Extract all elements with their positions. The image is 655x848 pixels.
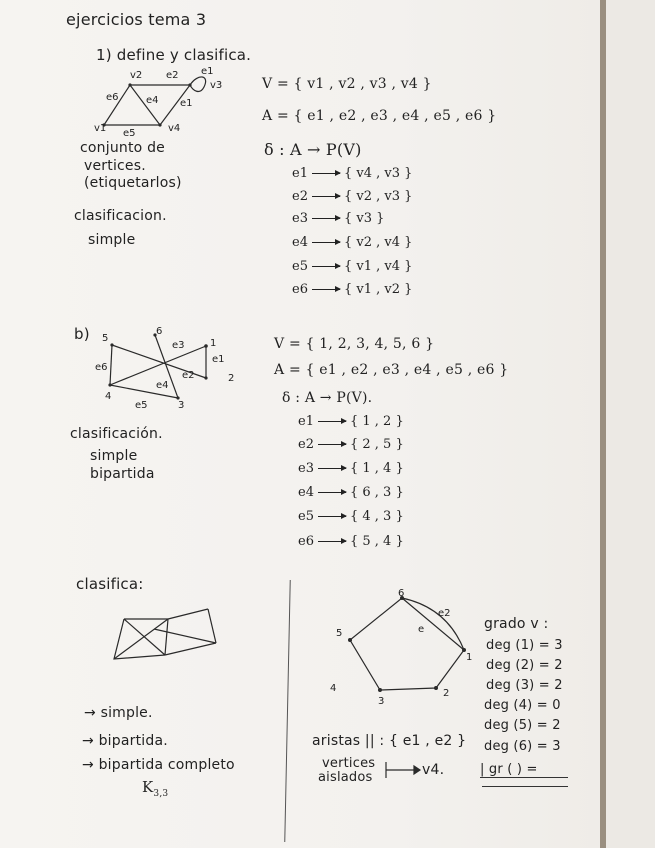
arrow-icon bbox=[312, 242, 340, 243]
ex4-vertex-2 bbox=[434, 686, 438, 690]
ex1-heading: 1) define y clasifica. bbox=[96, 46, 252, 64]
ex2-map-vertices: { 6 , 3 } bbox=[349, 485, 404, 500]
ex1-map-row bbox=[292, 259, 412, 274]
ex1-map-row bbox=[292, 235, 412, 250]
ex2-clasif-label: clasificación. bbox=[70, 426, 163, 442]
ex4-label-5: 5 bbox=[336, 628, 343, 639]
ex1-clasif-value: simple bbox=[88, 232, 136, 248]
ex4-parallel-edges: aristas || : { e1 , e2 } bbox=[312, 733, 467, 749]
ex2-clasif-value-1: simple bbox=[90, 448, 138, 464]
ex4-label-2: 2 bbox=[443, 688, 450, 699]
ex2-vertex-1 bbox=[204, 344, 208, 348]
ex1-vertex-v4 bbox=[158, 123, 161, 126]
ex3-edge bbox=[154, 629, 216, 643]
ex2-label-6: 6 bbox=[156, 326, 163, 337]
ex4-formula-underline bbox=[482, 786, 568, 787]
ex2-map-row bbox=[298, 461, 404, 476]
ex3-edge bbox=[208, 609, 216, 643]
ex1-edge-set: A = { e1 , e2 , e3 , e4 , e5 , e6 } bbox=[262, 108, 497, 124]
arrow-icon bbox=[318, 421, 346, 422]
ex3-edge bbox=[165, 619, 168, 655]
ex3-item-3: → bipartida completo bbox=[82, 757, 235, 773]
ex2-vertex-5 bbox=[110, 343, 113, 346]
ex1-map-vertices: { v2 , v3 } bbox=[343, 189, 413, 204]
ex2-map-edge: e6 bbox=[298, 534, 314, 549]
ex1-edge-e6 bbox=[104, 85, 130, 125]
ex1-label-e6: e6 bbox=[106, 92, 119, 103]
ex2-vertex-set: V = { 1, 2, 3, 4, 5, 6 } bbox=[274, 336, 435, 352]
arrow-head bbox=[414, 766, 420, 774]
ex2-label-e1: e1 bbox=[212, 354, 225, 365]
ex2-map-edge: e5 bbox=[298, 509, 314, 524]
ex2-label-e3: e3 bbox=[172, 340, 185, 351]
ex4-vertex-5 bbox=[348, 638, 352, 642]
ex1-map-vertices: { v3 } bbox=[343, 211, 385, 226]
ex4-graph bbox=[340, 590, 473, 700]
ex3-edge bbox=[165, 643, 216, 655]
ex2-vertex-2 bbox=[204, 376, 207, 379]
ex1-note-line3: (etiquetarlos) bbox=[84, 175, 182, 191]
ex2-incidence-function: δ : A → P(V). bbox=[282, 390, 373, 406]
ex1-map-row bbox=[292, 211, 384, 226]
ex3-k-subscript: 3,3 bbox=[153, 789, 169, 799]
ex1-vertex-v2 bbox=[128, 83, 131, 86]
ex1-label-e4: e4 bbox=[146, 95, 159, 106]
ex1-map-edge: e2 bbox=[292, 189, 308, 204]
ex1-label-v1: v1 bbox=[94, 123, 107, 134]
ex3-graph bbox=[110, 605, 225, 665]
ex2-map-edge: e2 bbox=[298, 437, 314, 452]
page-background bbox=[606, 0, 655, 848]
ex2-edge-set: A = { e1 , e2 , e3 , e4 , e5 , e6 } bbox=[274, 362, 509, 378]
ex4-degree-1: deg (1) = 3 bbox=[486, 638, 563, 653]
ex1-vertex-set: V = { v1 , v2 , v3 , v4 } bbox=[262, 76, 432, 92]
ex1-note-line1: conjunto de bbox=[80, 140, 165, 156]
ex1-incidence-function: δ : A → P(V) bbox=[264, 140, 362, 159]
ex2-label-1: 1 bbox=[210, 338, 217, 349]
ex2-map-edge: e3 bbox=[298, 461, 314, 476]
ex2-clasif-value-2: bipartida bbox=[90, 466, 155, 482]
ex4-label-e2: e2 bbox=[438, 608, 451, 619]
ex1-map-edge: e1 bbox=[292, 166, 308, 181]
ex2-label-e6: e6 bbox=[95, 362, 108, 373]
ex2-map-edge: e4 bbox=[298, 485, 314, 500]
ex4-isolated-label-1: vertices bbox=[322, 756, 376, 771]
ex2-label-2: 2 bbox=[228, 373, 235, 384]
arrow-icon bbox=[312, 173, 340, 174]
ex2-map-row bbox=[298, 437, 404, 452]
ex4-isolated-label-2: aislados bbox=[318, 770, 373, 785]
ex4-label-6: 6 bbox=[398, 588, 405, 599]
ex4-label-4: 4 bbox=[330, 683, 337, 694]
ex1-label-e2: e2 bbox=[166, 70, 179, 81]
ex2-edge-e6 bbox=[110, 345, 112, 385]
ex1-label-e1: e1 bbox=[180, 98, 193, 109]
ex4-degree-4: deg (4) = 0 bbox=[484, 698, 561, 713]
ex1-loop-e3 bbox=[190, 77, 206, 92]
ex1-map-row bbox=[292, 282, 412, 297]
ex2-label-e2: e2 bbox=[182, 370, 195, 381]
ex4-isolated-arrow bbox=[384, 760, 420, 780]
ex2-label-e5: e5 bbox=[135, 400, 148, 411]
ex1-map-vertices: { v1 , v2 } bbox=[343, 282, 413, 297]
arrow-icon bbox=[318, 541, 346, 542]
ex2-label-4: 4 bbox=[105, 391, 112, 402]
ex2-graph bbox=[100, 330, 240, 410]
ex2-heading: b) bbox=[74, 325, 90, 343]
arrow-icon bbox=[318, 468, 346, 469]
ex2-map-vertices: { 2 , 5 } bbox=[349, 437, 404, 452]
ex4-label-e: e bbox=[418, 624, 425, 635]
ex4-isolated-value: v4. bbox=[422, 762, 445, 778]
ex4-degree-title: grado v : bbox=[484, 616, 549, 632]
ex4-degree-5: deg (5) = 2 bbox=[484, 718, 561, 733]
ex1-map-edge: e6 bbox=[292, 282, 308, 297]
ex1-map-vertices: { v4 , v3 } bbox=[343, 166, 413, 181]
ex1-vertex-v3 bbox=[188, 83, 191, 86]
ex1-label-e1-loop: e1 bbox=[201, 66, 214, 77]
ex3-k-letter: K bbox=[142, 778, 154, 796]
ex4-vertex-3 bbox=[378, 688, 382, 692]
arrow-icon bbox=[318, 444, 346, 445]
ex1-map-row bbox=[292, 166, 412, 181]
ex3-edge bbox=[168, 609, 208, 619]
ex3-item-2: → bipartida. bbox=[82, 733, 168, 749]
ex1-label-e5: e5 bbox=[123, 128, 136, 139]
ex2-map-row bbox=[298, 414, 404, 429]
ex1-map-vertices: { v1 , v4 } bbox=[343, 259, 413, 274]
ex2-map-row bbox=[298, 509, 404, 524]
ex1-map-vertices: { v2 , v4 } bbox=[343, 235, 413, 250]
ex4-degree-6: deg (6) = 3 bbox=[484, 739, 561, 754]
ex1-label-v3: v3 bbox=[210, 80, 223, 91]
arrow-icon bbox=[318, 492, 346, 493]
ex2-map-vertices: { 1 , 4 } bbox=[349, 461, 404, 476]
ex2-map-row bbox=[298, 534, 404, 549]
ex4-label-3: 3 bbox=[378, 696, 385, 707]
ex2-label-e4: e4 bbox=[156, 380, 169, 391]
ex3-complete-graph bbox=[142, 778, 168, 799]
ex4-label-1: 1 bbox=[466, 652, 473, 663]
ex1-clasif-label: clasificacion. bbox=[74, 208, 167, 224]
ex4-degree-2: deg (2) = 2 bbox=[486, 658, 563, 673]
ex2-label-5: 5 bbox=[102, 333, 109, 344]
ex2-map-vertices: { 5 , 4 } bbox=[349, 534, 404, 549]
ex4-degree-3: deg (3) = 2 bbox=[486, 678, 563, 693]
ex1-label-v4: v4 bbox=[168, 123, 181, 134]
arrow-icon bbox=[312, 289, 340, 290]
ex1-map-edge: e3 bbox=[292, 211, 308, 226]
ex3-heading: clasifica: bbox=[76, 575, 144, 593]
ex2-map-row bbox=[298, 485, 404, 500]
ex2-map-vertices: { 1 , 2 } bbox=[349, 414, 404, 429]
ex2-map-edge: e1 bbox=[298, 414, 314, 429]
ex2-map-vertices: { 4 , 3 } bbox=[349, 509, 404, 524]
page-title: ejercicios tema 3 bbox=[66, 10, 207, 29]
ex1-label-v2: v2 bbox=[130, 70, 143, 81]
arrow-icon bbox=[312, 218, 340, 219]
ex1-map-edge: e4 bbox=[292, 235, 308, 250]
ex1-map-edge: e5 bbox=[292, 259, 308, 274]
ex1-note-line2: vertices. bbox=[84, 158, 146, 174]
ex2-label-3: 3 bbox=[178, 400, 185, 411]
arrow-icon bbox=[318, 516, 346, 517]
ex2-vertex-4 bbox=[108, 383, 111, 386]
ex1-map-row bbox=[292, 189, 412, 204]
column-divider bbox=[284, 580, 290, 842]
ex3-item-1: → simple. bbox=[84, 705, 153, 721]
arrow-icon bbox=[312, 266, 340, 267]
arrow-icon bbox=[312, 196, 340, 197]
ex4-degree-formula: | gr ( ) = bbox=[480, 762, 568, 778]
